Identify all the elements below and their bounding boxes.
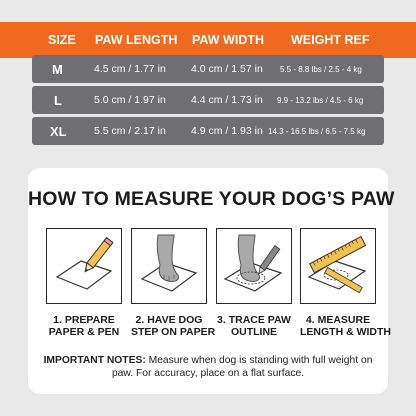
step-measure bbox=[300, 228, 391, 338]
row-paw-length: 5.5 cm / 2.17 in bbox=[94, 125, 166, 137]
step-label bbox=[131, 314, 216, 338]
step-prepare bbox=[46, 228, 122, 338]
size-row-m bbox=[32, 55, 384, 83]
row-size: L bbox=[54, 92, 62, 108]
step-label-line1: 2. HAVE DOG bbox=[135, 314, 203, 326]
row-paw-length: 4.5 cm / 1.77 in bbox=[94, 63, 166, 75]
header-paw-width: PAW WIDTH bbox=[192, 33, 264, 47]
step-image-box bbox=[300, 228, 376, 304]
header-weight-ref: WEIGHT REF bbox=[291, 33, 370, 47]
step-label bbox=[46, 314, 122, 338]
step-label bbox=[216, 314, 292, 338]
header-size: SIZE bbox=[48, 33, 76, 47]
measure-guide-card bbox=[28, 168, 395, 394]
dog-leg-on-paper-icon bbox=[134, 231, 204, 301]
row-weight-ref: 14.3 - 16.5 lbs / 6.5 - 7.5 kg bbox=[268, 126, 366, 136]
row-paw-width: 4.9 cm / 1.93 in bbox=[191, 125, 263, 137]
row-paw-width: 4.4 cm / 1.73 in bbox=[191, 94, 263, 106]
step-label bbox=[300, 314, 391, 338]
notes-label: IMPORTANT NOTES: bbox=[43, 355, 146, 366]
measure-guide-title: HOW TO MEASURE YOUR DOG’S PAW bbox=[28, 188, 395, 210]
trace-paw-icon bbox=[219, 231, 289, 301]
important-notes bbox=[38, 354, 378, 380]
step-label-line1: 1. PREPARE bbox=[53, 314, 115, 326]
step-image-box bbox=[131, 228, 207, 304]
step-label-line2: LENGTH & WIDTH bbox=[300, 326, 391, 338]
step-image-box bbox=[46, 228, 122, 304]
row-paw-length: 5.0 cm / 1.97 in bbox=[94, 94, 166, 106]
header-paw-length: PAW LENGTH bbox=[95, 33, 178, 47]
paper-pencil-icon bbox=[49, 231, 119, 301]
row-size: XL bbox=[50, 123, 67, 139]
step-trace-paw bbox=[216, 228, 292, 338]
row-weight-ref: 5.5 - 8.8 lbs / 2.5 - 4 kg bbox=[280, 64, 362, 74]
ruler-measure-icon bbox=[303, 231, 373, 301]
row-size: M bbox=[52, 61, 63, 77]
size-row-l bbox=[32, 86, 384, 114]
size-row-xl bbox=[32, 117, 384, 145]
size-chart-header bbox=[0, 22, 416, 58]
row-weight-ref: 9.9 - 13.2 lbs / 4.5 - 6 kg bbox=[277, 95, 364, 105]
step-dog-on-paper bbox=[131, 228, 216, 338]
row-paw-width: 4.0 cm / 1.57 in bbox=[191, 63, 263, 75]
step-label-line2: STEP ON PAPER bbox=[131, 326, 216, 338]
step-label-line1: 4. MEASURE bbox=[305, 314, 371, 326]
step-label-line1: 3. TRACE PAW bbox=[217, 314, 291, 326]
step-label-line2: OUTLINE bbox=[230, 326, 278, 338]
step-label-line2: PAPER & PEN bbox=[48, 326, 120, 338]
step-image-box bbox=[216, 228, 292, 304]
notes-text: Measure when dog is standing with full weight on paw. For accuracy, place on a flat surface. bbox=[111, 355, 373, 379]
